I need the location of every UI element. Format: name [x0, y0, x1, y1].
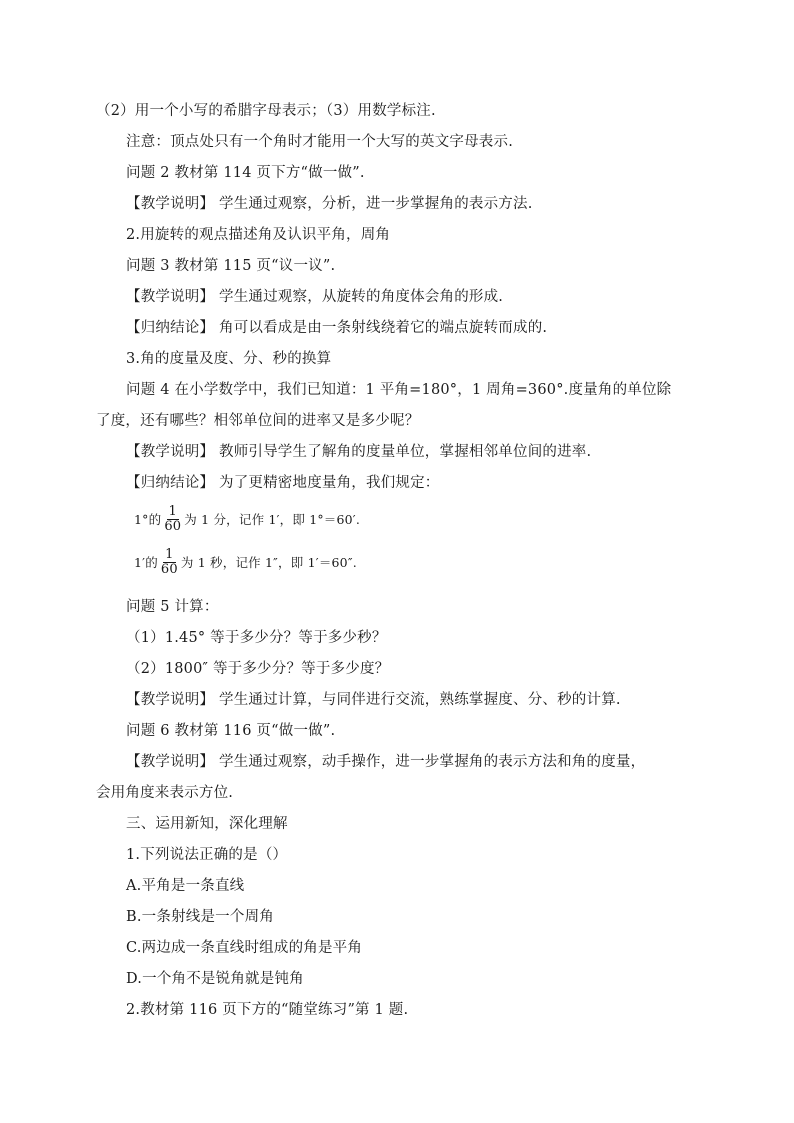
- fraction-denominator: 60: [160, 562, 178, 577]
- text-line: （2）1800″ 等于多少分？等于多少度？: [126, 661, 390, 677]
- fraction: [162, 505, 183, 534]
- text-line: 注意：顶点处只有一个角时才能用一个大写的英文字母表示.: [126, 134, 514, 150]
- formula-second: [134, 548, 357, 577]
- option-a: A.平角是一条直线: [126, 878, 245, 894]
- text-line: （2）用一个小写的希腊字母表示；（3）用数学标注.: [96, 103, 436, 119]
- text-line: 问题 4 在小学数学中，我们已知道：1 平角=180°，1 周角=360°.度量角的单位除: [126, 382, 672, 398]
- text-line: 【归纳结论】 角可以看成是由一条射线绕着它的端点旋转而成的.: [126, 320, 548, 336]
- text-line: 2.教材第 116 页下方的“随堂练习”第 1 题.: [126, 1002, 409, 1018]
- text-line: 【教学说明】 学生通过观察，分析，进一步掌握角的表示方法.: [126, 196, 533, 212]
- fraction-numerator: 1: [168, 504, 178, 519]
- option-c: C.两边成一条直线时组成的角是平角: [126, 940, 363, 956]
- formula-lead: 1′的: [134, 554, 158, 570]
- text-line: （1）1.45° 等于多少分？等于多少秒？: [126, 630, 387, 646]
- formula-minute: [134, 505, 360, 534]
- text-line: 【教学说明】 学生通过观察，动手操作，进一步掌握角的表示方法和角的度量，: [126, 754, 646, 770]
- formula-lead: 1°的: [134, 511, 162, 527]
- text-line: 【教学说明】 学生通过计算，与同伴进行交流，熟练掌握度、分、秒的计算.: [126, 692, 621, 708]
- text-line: 【教学说明】 教师引导学生了解角的度量单位，掌握相邻单位间的进率.: [126, 444, 592, 460]
- text-line: 问题 6 教材第 116 页“做一做”.: [126, 723, 336, 739]
- text-line: 问题 5 计算：: [126, 599, 219, 615]
- text-line: 会用角度来表示方位.: [96, 785, 234, 801]
- option-d: D.一个角不是锐角就是钝角: [126, 971, 304, 987]
- text-line: 【归纳结论】 为了更精密地度量角，我们规定：: [126, 475, 440, 491]
- fraction-denominator: 60: [164, 519, 182, 534]
- question: 1.下列说法正确的是（）: [126, 847, 288, 863]
- formula-tail: 为 1 秒，记作 1″，即 1′＝60″.: [180, 554, 357, 570]
- option-b: B.一条射线是一个周角: [126, 909, 274, 925]
- section-heading: 三、运用新知，深化理解: [126, 816, 288, 832]
- fraction: [159, 548, 180, 577]
- text-line: 问题 2 教材第 114 页下方“做一做”.: [126, 165, 365, 181]
- text-line: 问题 3 教材第 115 页“议一议”.: [126, 258, 336, 274]
- text-line: 了度，还有哪些？相邻单位间的进率又是多少呢？: [96, 413, 420, 429]
- formula-tail: 为 1 分，记作 1′，即 1°＝60′.: [184, 511, 361, 527]
- text-line: 2.用旋转的观点描述角及认识平角，周角: [126, 227, 391, 243]
- text-line: 3.角的度量及度、分、秒的换算: [126, 351, 332, 367]
- fraction-numerator: 1: [165, 547, 174, 562]
- text-line: 【教学说明】 学生通过观察，从旋转的角度体会角的形成.: [126, 289, 504, 305]
